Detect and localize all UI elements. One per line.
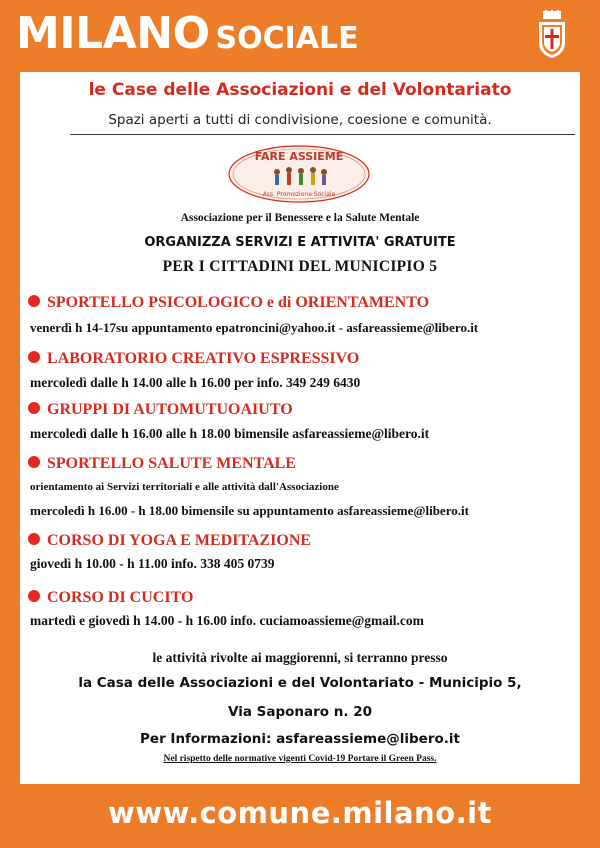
logo-name: FARE ASSIEME — [254, 150, 344, 163]
closing-line-2: la Casa delle Associazioni e del Volontariato - Municipio 5, — [78, 675, 522, 691]
logo-caption: Ass. Promozione Sociale — [262, 191, 336, 198]
bullet-dot-icon — [28, 402, 40, 414]
footer-url: www.comune.milano.it — [108, 796, 492, 830]
content-panel — [20, 72, 580, 784]
activity-title: GRUPPI DI AUTOMUTUOAIUTO — [28, 401, 293, 419]
subtitle: le Case delle Associazioni e del Volontariato — [88, 80, 512, 100]
activity-title: CORSO DI CUCITO — [28, 589, 193, 607]
activity-title: SPORTELLO PSICOLOGICO e di ORIENTAMENTO — [28, 294, 429, 312]
association-name: Associazione per il Benessere e la Salute Mentale — [180, 212, 420, 224]
title-milano: MILANO — [16, 8, 210, 59]
activity-info: mercoledì dalle h 14.00 alle h 16.00 per info. 349 249 6430 — [30, 375, 361, 390]
activity-title: LABORATORIO CREATIVO ESPRESSIVO — [28, 350, 359, 368]
activity-info: venerdì h 14-17su appuntamento epatroncini@yahoo.it - asfareassieme@libero.it — [30, 320, 479, 335]
page-title — [16, 8, 359, 59]
milano-crest-icon — [533, 10, 571, 60]
closing-line-1: le attività rivolte ai maggiorenni, si terranno presso — [152, 650, 448, 665]
activity-info: martedì e giovedì h 14.00 - h 16.00 info. cuciamoassieme@gmail.com — [30, 613, 424, 628]
bullet-dot-icon — [28, 533, 40, 545]
activity-title: CORSO DI YOGA E MEDITAZIONE — [28, 532, 311, 550]
tagline: Spazi aperti a tutti di condivisione, coesione e comunità. — [108, 112, 492, 128]
fare-assieme-logo — [227, 144, 371, 204]
covid-notice: Nel rispetto delle normative vigenti Covid-19 Portare il Green Pass. — [163, 754, 437, 764]
activity-info: mercoledì dalle h 16.00 alle h 18.00 bimensile asfareassieme@libero.it — [30, 426, 430, 441]
divider — [70, 134, 575, 135]
activity-title: SPORTELLO SALUTE MENTALE — [28, 455, 296, 473]
activity-info: giovedì h 10.00 - h 11.00 info. 338 405 0739 — [30, 556, 275, 571]
organizes-line-1: ORGANIZZA SERVIZI E ATTIVITA' GRATUITE — [144, 235, 456, 250]
activity-info: mercoledì h 16.00 - h 18.00 bimensile su appuntamento asfareassieme@libero.it — [30, 503, 469, 518]
organizes-line-2: PER I CITTADINI DEL MUNICIPIO 5 — [162, 258, 438, 275]
activity-info: orientamento ai Servizi territoriali e alle attività dall'Associazione — [30, 481, 339, 493]
bullet-dot-icon — [28, 295, 40, 307]
closing-address: Via Saponaro n. 20 — [228, 704, 372, 720]
closing-contact: Per Informazioni: asfareassieme@libero.it — [140, 731, 460, 747]
bullet-dot-icon — [28, 456, 40, 468]
bullet-dot-icon — [28, 351, 40, 363]
bullet-dot-icon — [28, 590, 40, 602]
title-sociale: SOCIALE — [215, 21, 359, 56]
